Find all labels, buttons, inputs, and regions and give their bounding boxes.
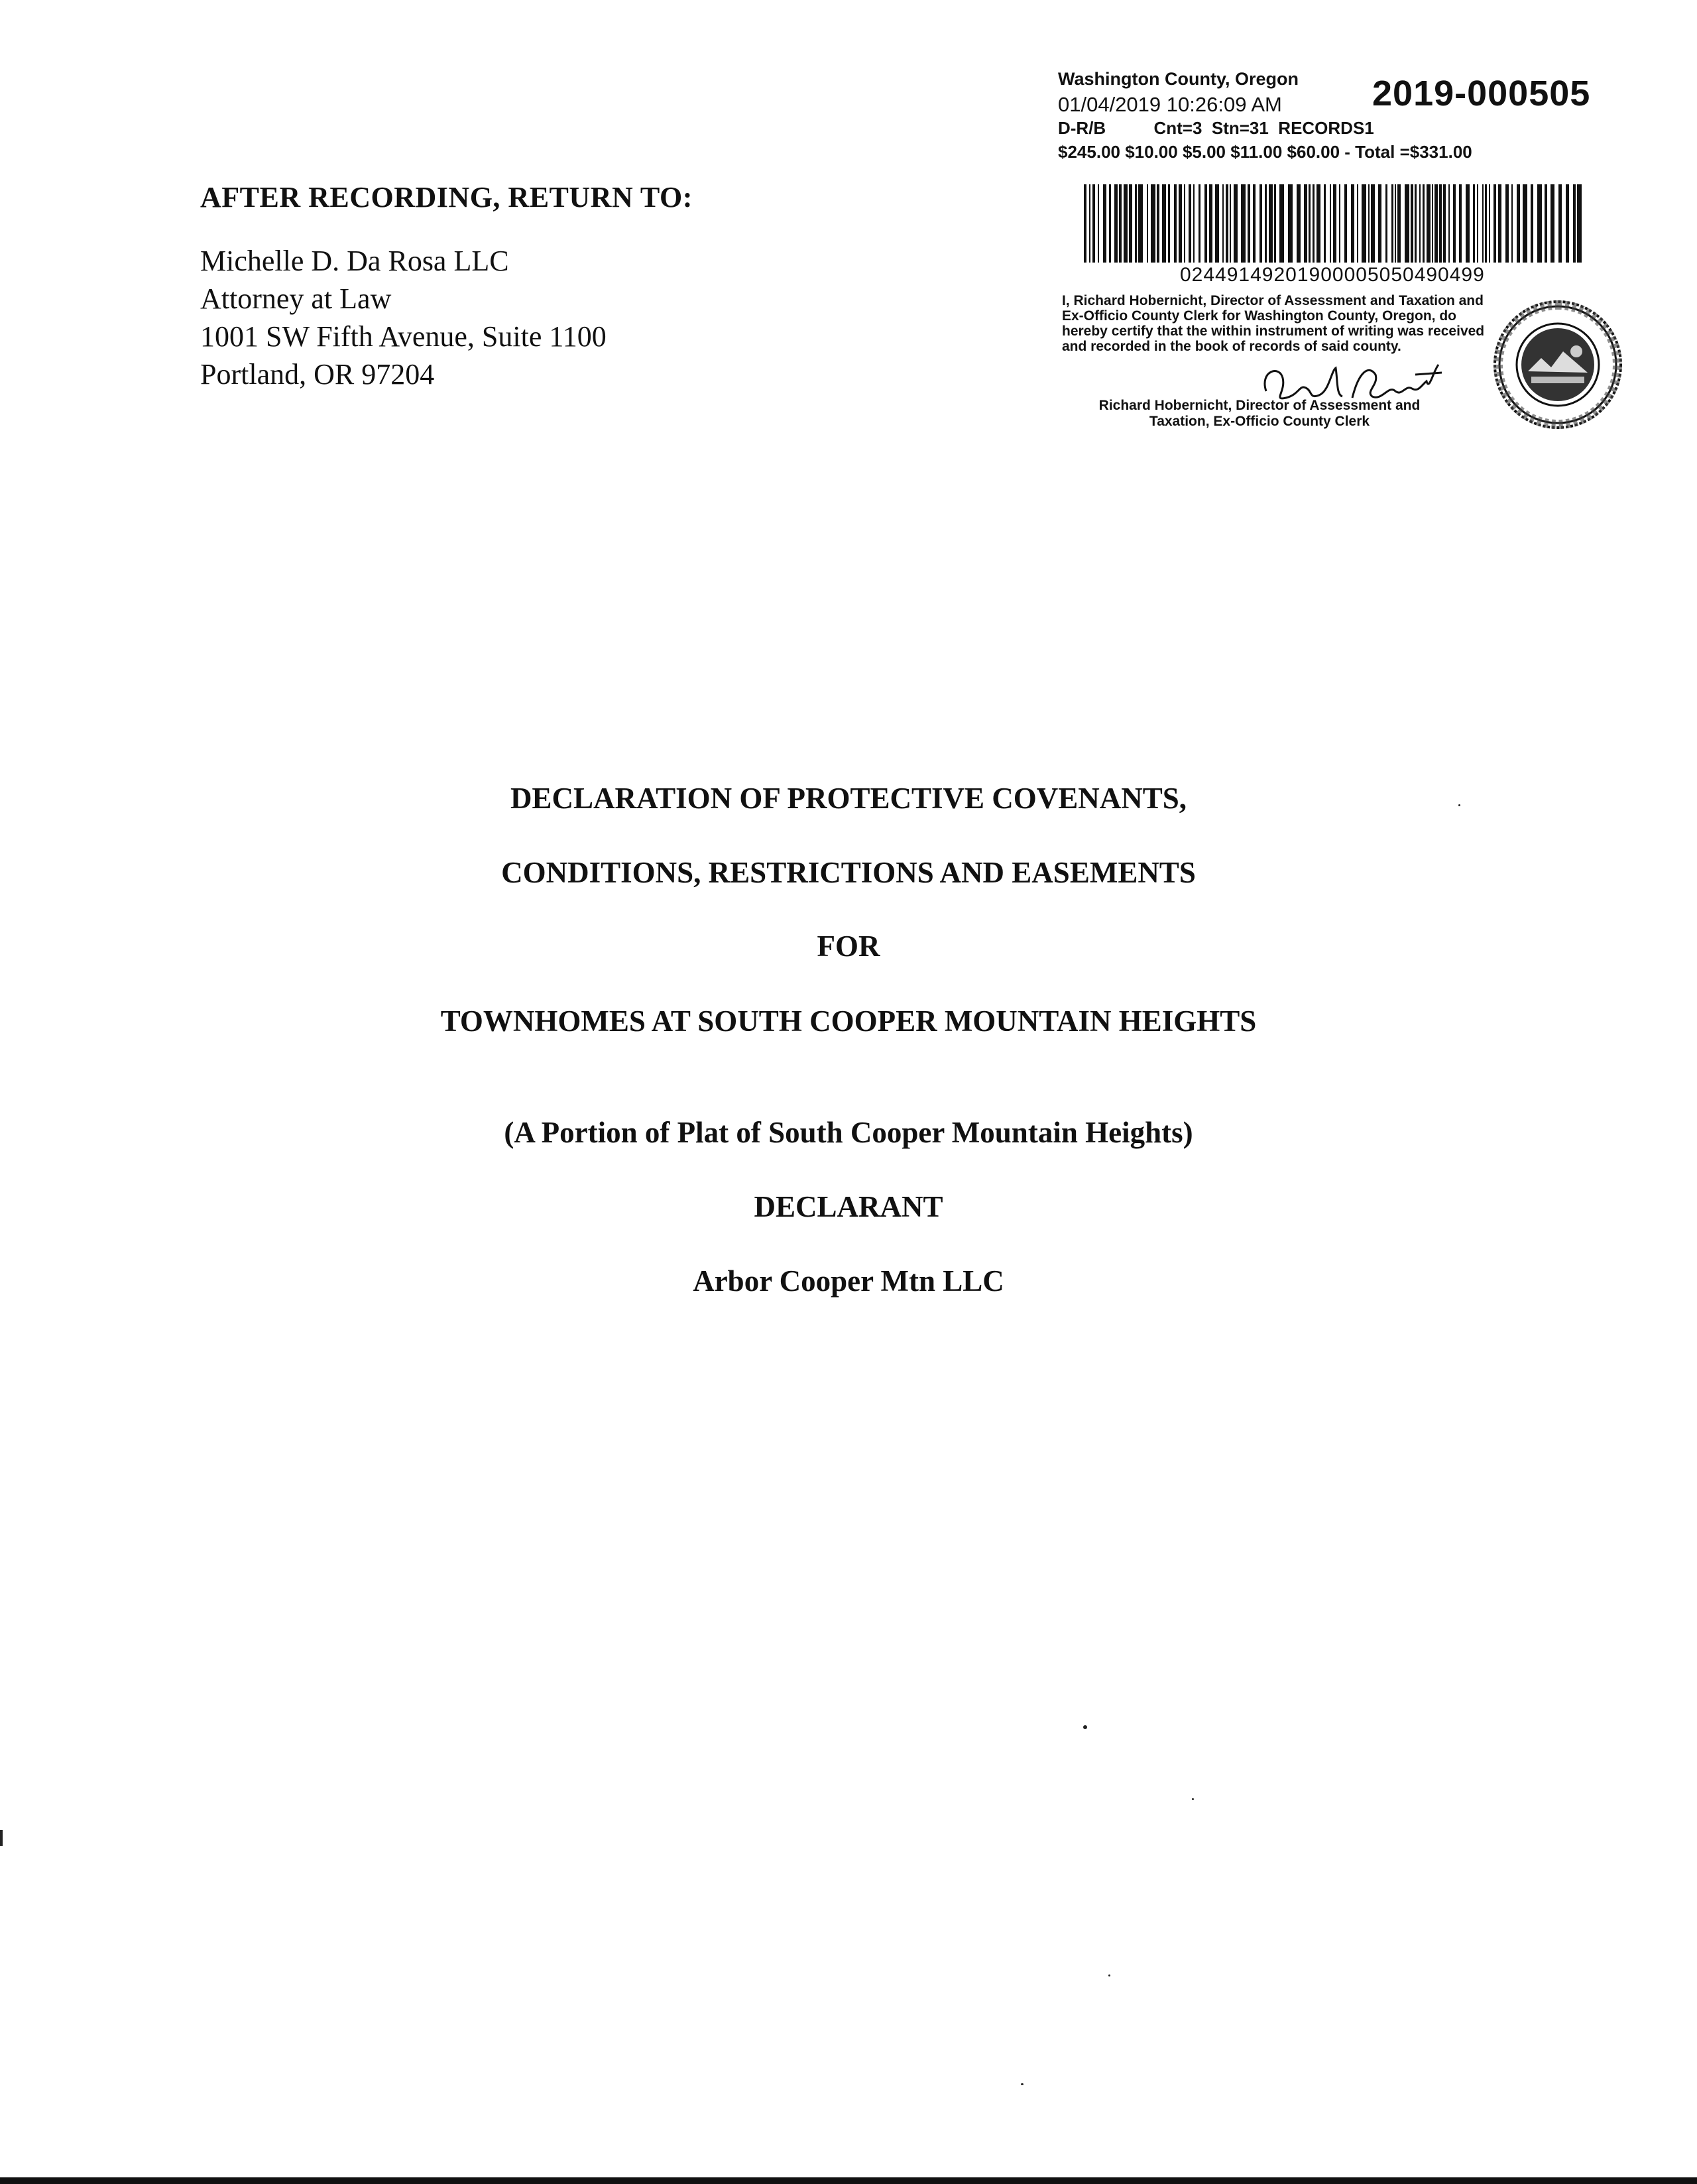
barcode-bar xyxy=(1189,184,1191,263)
document-title-line: CONDITIONS, RESTRICTIONS AND EASEMENTS xyxy=(501,856,1196,889)
barcode-bar xyxy=(1498,184,1501,263)
barcode-bar xyxy=(1545,184,1547,263)
stamp-clerk-title: Richard Hobernicht, Director of Assessment and Taxation, Ex-Officio County Clerk xyxy=(1098,398,1421,429)
barcode-bar xyxy=(1357,184,1358,263)
barcode-bar xyxy=(1443,184,1446,263)
barcode-bar xyxy=(1288,184,1293,263)
barcode-bar xyxy=(1411,184,1413,263)
stamp-county: Washington County, Oregon xyxy=(1058,69,1299,89)
scan-speck xyxy=(1458,804,1460,806)
return-address-line: Michelle D. Da Rosa LLC xyxy=(200,245,509,277)
barcode-bar xyxy=(1248,184,1250,263)
barcode-bar xyxy=(1385,184,1387,263)
barcode-bar xyxy=(1089,184,1090,263)
stamp-codes: D-R/B Cnt=3 Stn=31 RECORDS1 xyxy=(1058,118,1374,138)
barcode-bar xyxy=(1493,184,1496,263)
barcode-bar xyxy=(1103,184,1106,263)
barcode-bar xyxy=(1371,184,1375,263)
barcode-bar xyxy=(1485,184,1487,263)
stamp-certification: I, Richard Hobernicht, Director of Assessment and Taxation and Ex-Officio County Clerk for Washington County, Oregon, do hereby certify that the within instrument of writing was received and recorded in the book of records of said county. xyxy=(1062,293,1485,354)
barcode-bar xyxy=(1378,184,1381,263)
barcode-bar xyxy=(1265,184,1267,263)
barcode-bar xyxy=(1466,184,1470,263)
stamp-datetime: 01/04/2019 10:26:09 AM xyxy=(1058,93,1282,116)
barcode-bar xyxy=(1092,184,1095,263)
barcode-bar xyxy=(1151,184,1155,263)
barcode-bar xyxy=(1577,184,1582,263)
barcode-bar xyxy=(1423,184,1425,263)
barcode-bar xyxy=(1339,184,1340,263)
barcode-bar xyxy=(1304,184,1307,263)
declarant-label: DECLARANT xyxy=(754,1190,943,1223)
barcode-bar xyxy=(1124,184,1128,263)
barcode-bar xyxy=(1473,184,1475,263)
barcode-bar xyxy=(1193,184,1195,263)
barcode-bar xyxy=(1230,184,1231,263)
scan-speck xyxy=(1108,1974,1110,1976)
stamp-record-number: 2019-000505 xyxy=(1372,74,1591,113)
barcode-bar xyxy=(1253,184,1256,263)
barcode-bar xyxy=(1537,184,1542,263)
barcode-bar xyxy=(1453,184,1456,263)
barcode-bar xyxy=(1135,184,1137,263)
barcode-bar xyxy=(1209,184,1212,263)
barcode-bar xyxy=(1344,184,1347,263)
barcode-bar xyxy=(1330,184,1331,263)
barcode-bar xyxy=(1427,184,1431,263)
barcode-bar xyxy=(1241,184,1246,263)
barcode-bar xyxy=(1531,184,1533,263)
barcode-bar xyxy=(1434,184,1438,263)
barcode-bar xyxy=(1573,184,1576,263)
return-address-line: 1001 SW Fifth Avenue, Suite 1100 xyxy=(200,320,607,353)
barcode-bar xyxy=(1333,184,1336,263)
barcode-bar xyxy=(1419,184,1421,263)
barcode-bar xyxy=(1234,184,1238,263)
document-title-line: FOR xyxy=(817,930,880,963)
declarant-name: Arbor Cooper Mtn LLC xyxy=(693,1264,1004,1298)
barcode-bar xyxy=(1222,184,1224,263)
barcode-bar xyxy=(1147,184,1148,263)
barcode-bar xyxy=(1439,184,1442,263)
return-address-line: Portland, OR 97204 xyxy=(200,358,435,391)
stamp-fees: $245.00 $10.00 $5.00 $11.00 $60.00 - Total =$331.00 xyxy=(1058,142,1472,162)
barcode-bar xyxy=(1477,184,1478,263)
barcode-bar xyxy=(1098,184,1099,263)
barcode-bar xyxy=(1226,184,1228,263)
barcode-bar xyxy=(1395,184,1396,263)
barcode-bar xyxy=(1505,184,1509,263)
barcode-bar xyxy=(1517,184,1520,263)
barcode-bar xyxy=(1114,184,1118,263)
barcode-bar xyxy=(1415,184,1417,263)
barcode-bar xyxy=(1109,184,1111,263)
scan-speck xyxy=(1021,2083,1024,2085)
barcode-bar xyxy=(1157,184,1159,263)
barcode-bar xyxy=(1309,184,1311,263)
scan-speck xyxy=(1083,1725,1087,1729)
barcode-bar xyxy=(1551,184,1554,263)
return-heading: AFTER RECORDING, RETURN TO: xyxy=(200,181,693,213)
barcode-bar xyxy=(1162,184,1166,263)
barcode-bar xyxy=(1297,184,1301,263)
barcode-bar xyxy=(1432,184,1433,263)
barcode-bar xyxy=(1204,184,1207,263)
barcode-bar xyxy=(1558,184,1562,263)
barcode-bar xyxy=(1523,184,1527,263)
barcode-bar xyxy=(1511,184,1513,263)
barcode-bar xyxy=(1482,184,1484,263)
county-seal-icon xyxy=(1492,298,1624,431)
barcode-bar xyxy=(1184,184,1185,263)
barcode-bar xyxy=(1351,184,1354,263)
barcode-bar xyxy=(1199,184,1200,263)
barcode-bar xyxy=(1274,184,1276,263)
return-address xyxy=(200,242,797,393)
document-title-line: TOWNHOMES AT SOUTH COOPER MOUNTAIN HEIGHTS xyxy=(440,1004,1257,1038)
barcode-bar xyxy=(1459,184,1462,263)
barcode-bar xyxy=(1129,184,1132,263)
barcode-bar xyxy=(1405,184,1409,263)
barcode-bar xyxy=(1259,184,1262,263)
barcode-bar xyxy=(1119,184,1122,263)
barcode-bar xyxy=(1084,184,1086,263)
barcode-bar xyxy=(1179,184,1182,263)
barcode-bar xyxy=(1324,184,1326,263)
barcode-bar xyxy=(1566,184,1569,263)
return-address-line: Attorney at Law xyxy=(200,282,392,315)
document-subtitle: (A Portion of Plat of South Cooper Mountain Heights) xyxy=(504,1116,1193,1149)
barcode-bar xyxy=(1368,184,1370,263)
stamp-barcode-number: 02449149201900005050490499 xyxy=(1180,264,1485,286)
return-address-block xyxy=(200,180,797,393)
scan-edge-mark xyxy=(0,1830,3,1846)
scan-bottom-edge xyxy=(0,2177,1697,2184)
recording-stamp xyxy=(1054,66,1617,451)
barcode-bar xyxy=(1313,184,1315,263)
barcode-bar xyxy=(1138,184,1143,263)
barcode-bar xyxy=(1168,184,1170,263)
barcode-bar xyxy=(1279,184,1284,263)
barcode-bar xyxy=(1215,184,1219,263)
barcode-bar xyxy=(1269,184,1273,263)
barcode-bar xyxy=(1174,184,1177,263)
barcode-bar xyxy=(1397,184,1401,263)
barcode-bar xyxy=(1448,184,1450,263)
barcode-bar xyxy=(1489,184,1490,263)
barcode-image xyxy=(1084,184,1582,263)
scan-speck xyxy=(1192,1798,1194,1800)
barcode-bar xyxy=(1317,184,1320,263)
barcode-bar xyxy=(1362,184,1366,263)
barcode-bar xyxy=(1391,184,1393,263)
document-title-line: DECLARATION OF PROTECTIVE COVENANTS, xyxy=(510,782,1187,815)
